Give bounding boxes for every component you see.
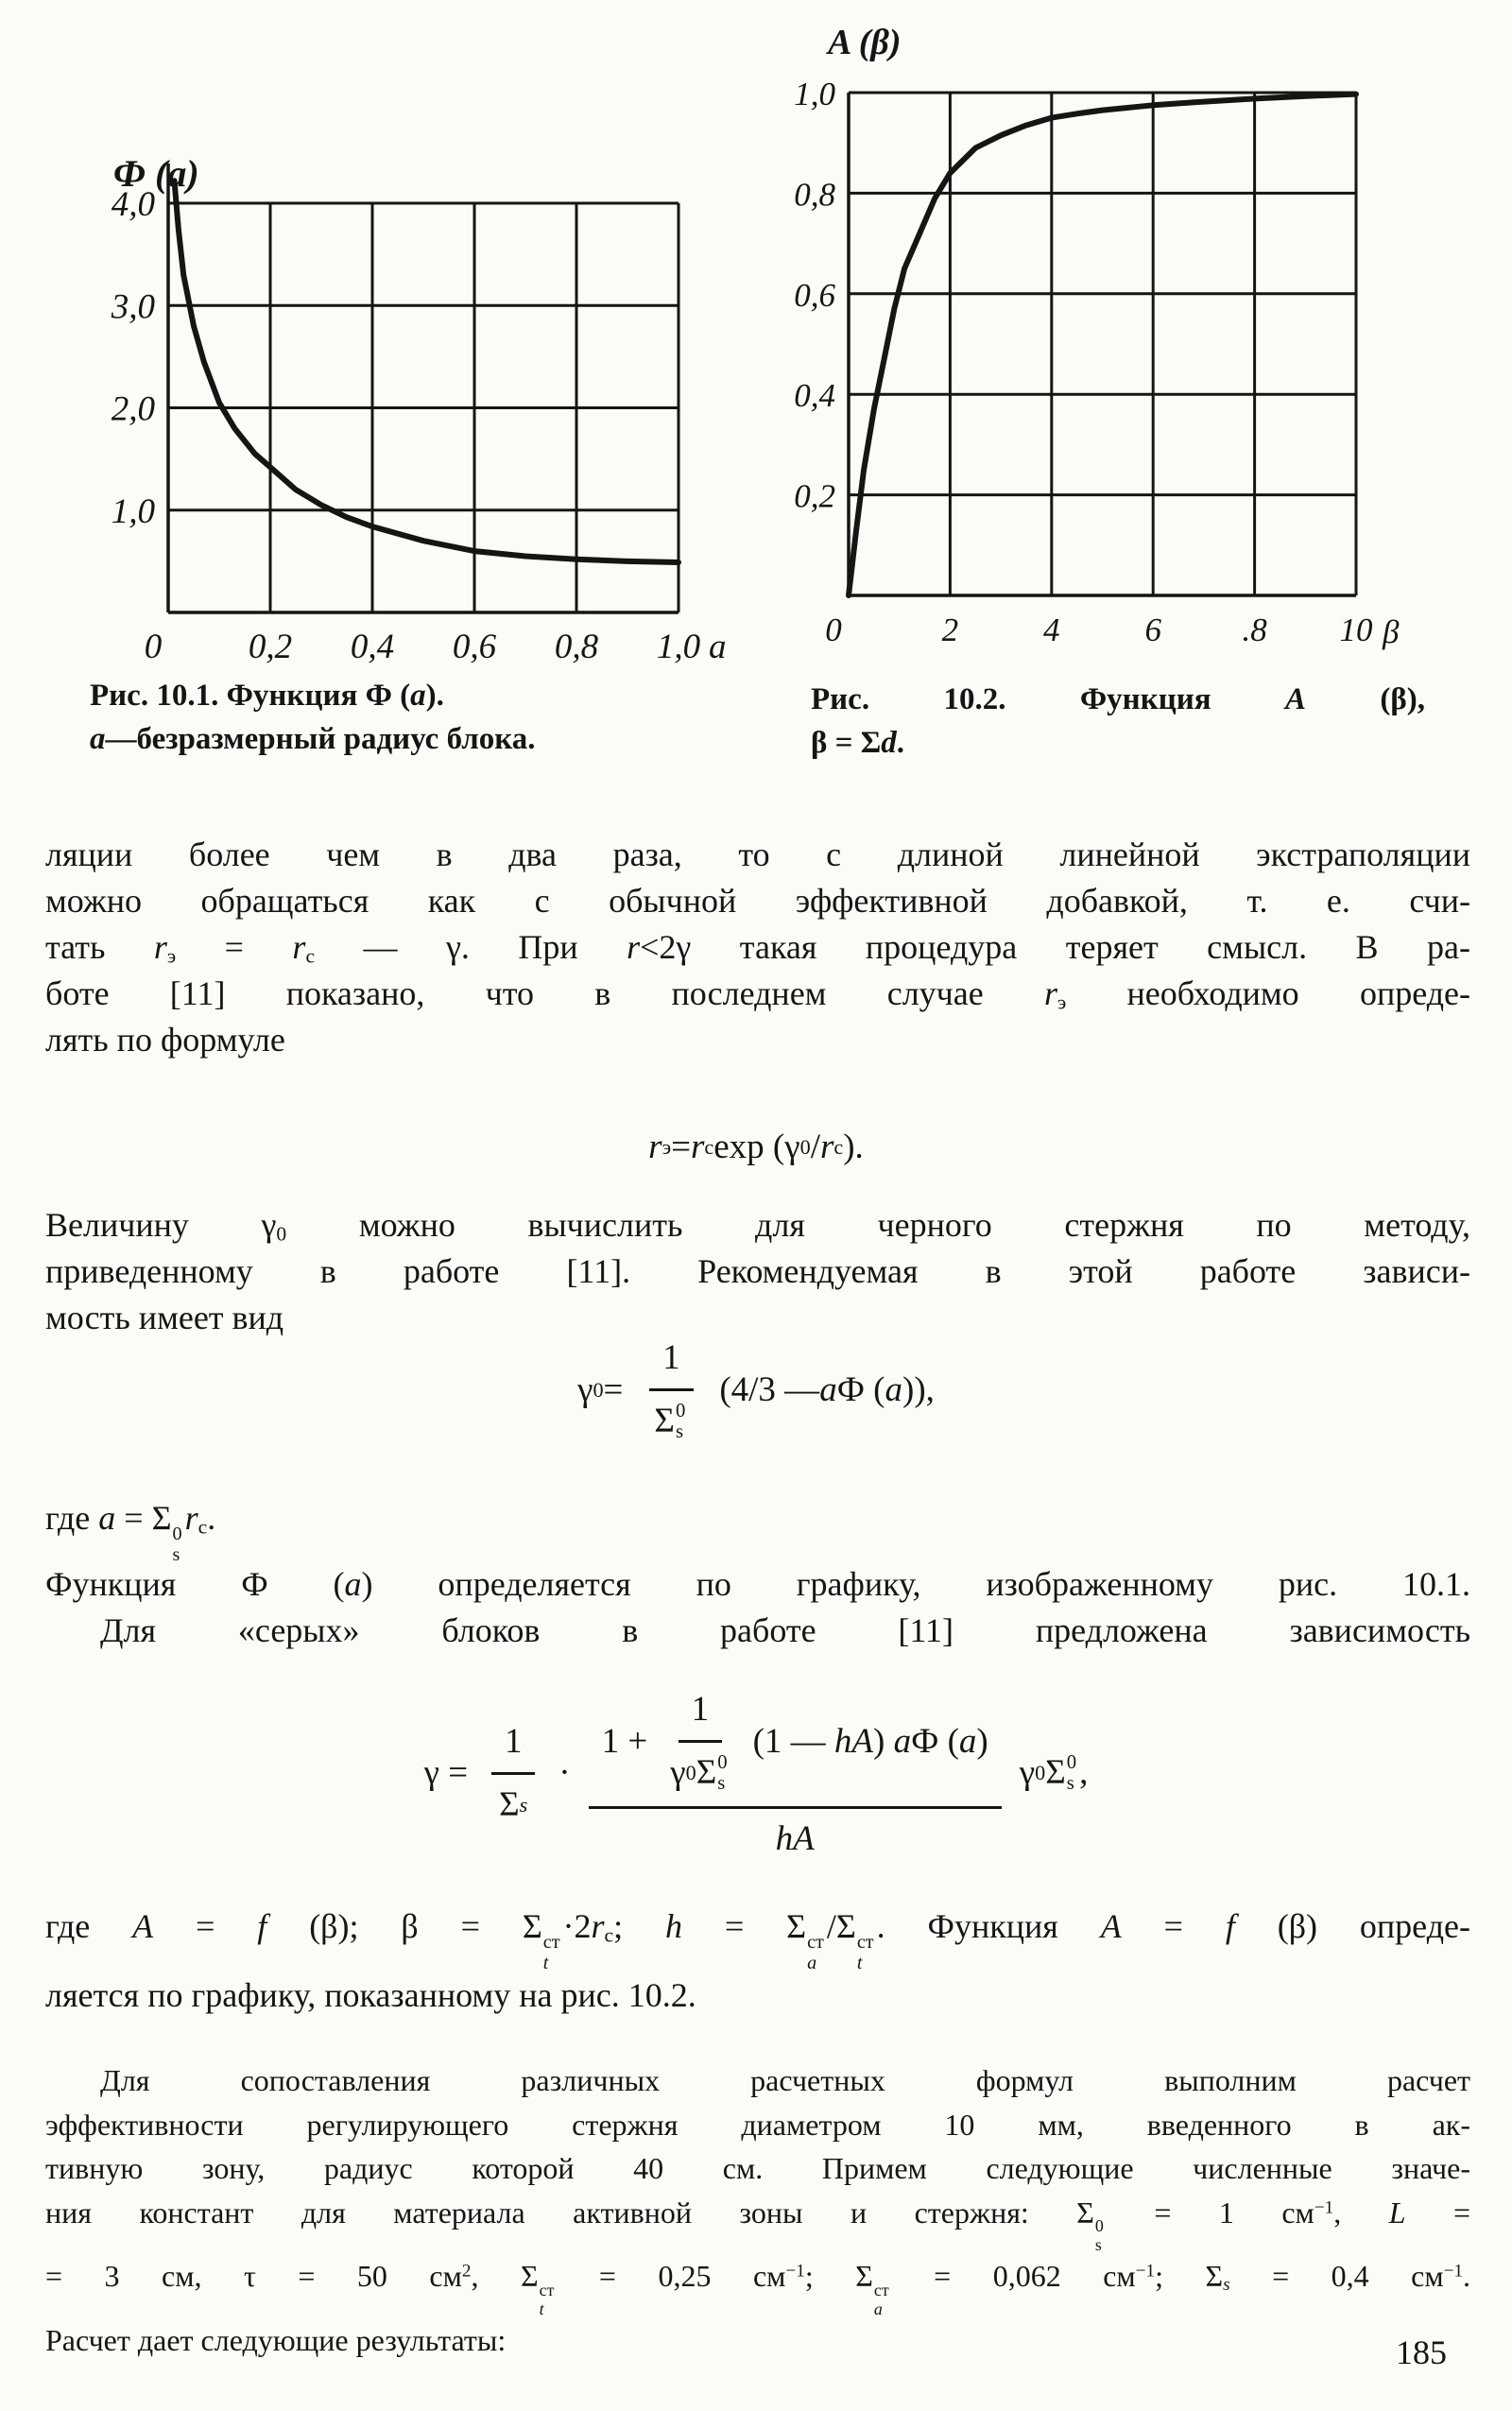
fraction-main	[589, 1684, 1002, 1863]
paragraph-1	[45, 832, 1470, 1063]
formula-lhs: γ =	[423, 1753, 469, 1793]
page-number: 185	[1396, 2334, 1447, 2371]
text-line: Для сопоставления различных расчетных формул выполним расчет	[100, 2063, 1470, 2097]
fraction-inner	[657, 1686, 743, 1798]
text-line: Расчет дает следующие результаты:	[45, 2322, 507, 2357]
x-tick-label: 2	[941, 611, 959, 648]
fraction-numerator: 1	[491, 1718, 536, 1775]
figure-10-2-chart	[782, 12, 1472, 669]
axis-title: Ф (а)	[113, 152, 199, 195]
text-line: мость имеет вид	[45, 1299, 284, 1336]
x-tick-label: 0	[825, 611, 842, 648]
formula-text: r э = r с exp (γ 0 / r с ).	[648, 1128, 864, 1166]
y-tick-label: 0,2	[794, 477, 835, 515]
text-line: ния констант для материала активной зоны и стержня: Σ 0 s = 1 $см^{-1}$, L =	[45, 2195, 1471, 2255]
formula-gamma-gray-blocks	[0, 1684, 1512, 1863]
text-line: боте [11] показано, что в последнем случае $r_э$ необходимо опреде-	[45, 974, 1470, 1014]
fraction-denominator: Σ s	[499, 1784, 528, 1824]
fraction-denominator: Σ 0 s	[654, 1400, 686, 1443]
text-line: где a = Σ 0 s $r_с$.	[45, 1499, 216, 1566]
formula-rhs: γ 0 Σ 0 s ,	[1019, 1751, 1089, 1795]
text-line: ляется по графику, показанному на рис. 10.2.	[45, 1976, 696, 2015]
x-tick-label: 0,4	[350, 628, 395, 666]
y-tick-label: 1,0	[111, 491, 155, 531]
text-line: тивную зону, радиус которой 40 см. Примем следующие численные значе-	[45, 2151, 1470, 2185]
y-tick-label: 4,0	[111, 185, 155, 224]
fraction-numerator: 1	[679, 1686, 723, 1743]
y-tick-label: 1,0	[794, 76, 835, 112]
text-line: эффективности регулирующего стержня диаметром 10 мм, введенного в ак-	[45, 2107, 1470, 2142]
x-axis-label: a	[709, 628, 726, 666]
x-tick-label: 1,0	[656, 628, 701, 666]
y-tick-label: 0,4	[794, 377, 835, 415]
fraction	[641, 1335, 701, 1446]
y-tick-label: 3,0	[111, 287, 155, 327]
text-line: Для «серых» блоков в работе [11] предложена зависимость	[100, 1611, 1470, 1649]
x-tick-label: 6	[1144, 611, 1161, 648]
where-a-definition	[45, 1495, 1470, 1564]
paragraph-4	[45, 1903, 1470, 2019]
paragraph-3	[45, 1561, 1470, 1654]
x-tick-label: 10	[1339, 611, 1373, 648]
figure-10-1-caption	[90, 674, 643, 761]
text-line: лять по формуле	[45, 1021, 285, 1059]
paragraph-5	[45, 2058, 1470, 2362]
figure-10-1-chart	[55, 80, 726, 678]
caption-line: β = Σd.	[811, 726, 905, 760]
formula-lhs: γ 0 =	[577, 1369, 624, 1409]
x-axis-label: β	[1383, 613, 1400, 650]
text-line: где A = f (β); β = Σ ст t $\cdot 2r_с$; h = Σ ст a /Σ ст t . Функция A = f (β) опреде-	[45, 1907, 1470, 1974]
numerator-prefix: 1 +	[601, 1721, 648, 1761]
x-tick-label: 0,8	[554, 628, 599, 666]
fraction-numerator	[589, 1684, 1002, 1809]
x-tick-label: 4	[1043, 611, 1060, 648]
fraction-numerator: 1	[649, 1335, 694, 1391]
text-line: Величину $\gamma_0$ можно вычислить для черного стержня по методу,	[45, 1206, 1471, 1246]
figure-10-2-caption	[811, 678, 1425, 765]
text-line: приведенному в работе [11]. Рекомендуемая в этой работе зависи-	[45, 1252, 1470, 1290]
numerator-suffix: (1 — hA) aФ (a)	[752, 1721, 988, 1761]
formula-r-effective	[0, 1126, 1512, 1169]
formula-gamma0	[0, 1335, 1512, 1446]
paragraph-2	[45, 1202, 1470, 1341]
curve	[849, 95, 1356, 595]
fraction-denominator: hA	[775, 1818, 815, 1858]
text-line: тать $r_э = r_с$ — γ. При r<2γ такая процедура теряет смысл. В ра-	[45, 928, 1471, 968]
text-line: Функция Ф (а) определяется по графику, изображенному рис. 10.1.	[45, 1565, 1471, 1603]
x-tick-label: 0	[144, 628, 163, 666]
text-line: ляции более чем в два раза, то с длиной линейной экстраполяции	[45, 835, 1470, 873]
caption-line: Рис. 10.2. Функция A (β),	[811, 682, 1425, 716]
formula-rhs: (4/3 — a Ф ( a )),	[719, 1369, 935, 1409]
axis-title: A (β)	[828, 23, 902, 62]
y-tick-label: 2,0	[111, 389, 155, 429]
text-line: = 3 см, τ = 50 $см^2$, Σ ст t = 0,25 $см^{-1}$; Σ ст a = 0,062 $см^{-1}$; $\Sigma_s = 0,4$ $см^{-1}$.	[45, 2259, 1471, 2318]
y-tick-label: 0,8	[794, 176, 835, 214]
curve	[175, 181, 679, 562]
x-tick-label: 0,2	[248, 628, 293, 666]
y-tick-label: 0,6	[794, 276, 835, 314]
x-tick-label: .8	[1242, 611, 1267, 648]
text-line: можно обращаться как с обычной эффективной добавкой, т. е. счи-	[45, 882, 1470, 920]
multiply-dot: ·	[558, 1753, 571, 1793]
fraction-denominator: γ 0 Σ 0 s	[670, 1751, 728, 1795]
fraction	[486, 1718, 541, 1830]
caption-line: Рис. 10.1. Функция Ф (а).	[90, 679, 444, 713]
x-tick-label: 0,6	[452, 628, 497, 666]
caption-line: а—безразмерный радиус блока.	[90, 722, 536, 756]
